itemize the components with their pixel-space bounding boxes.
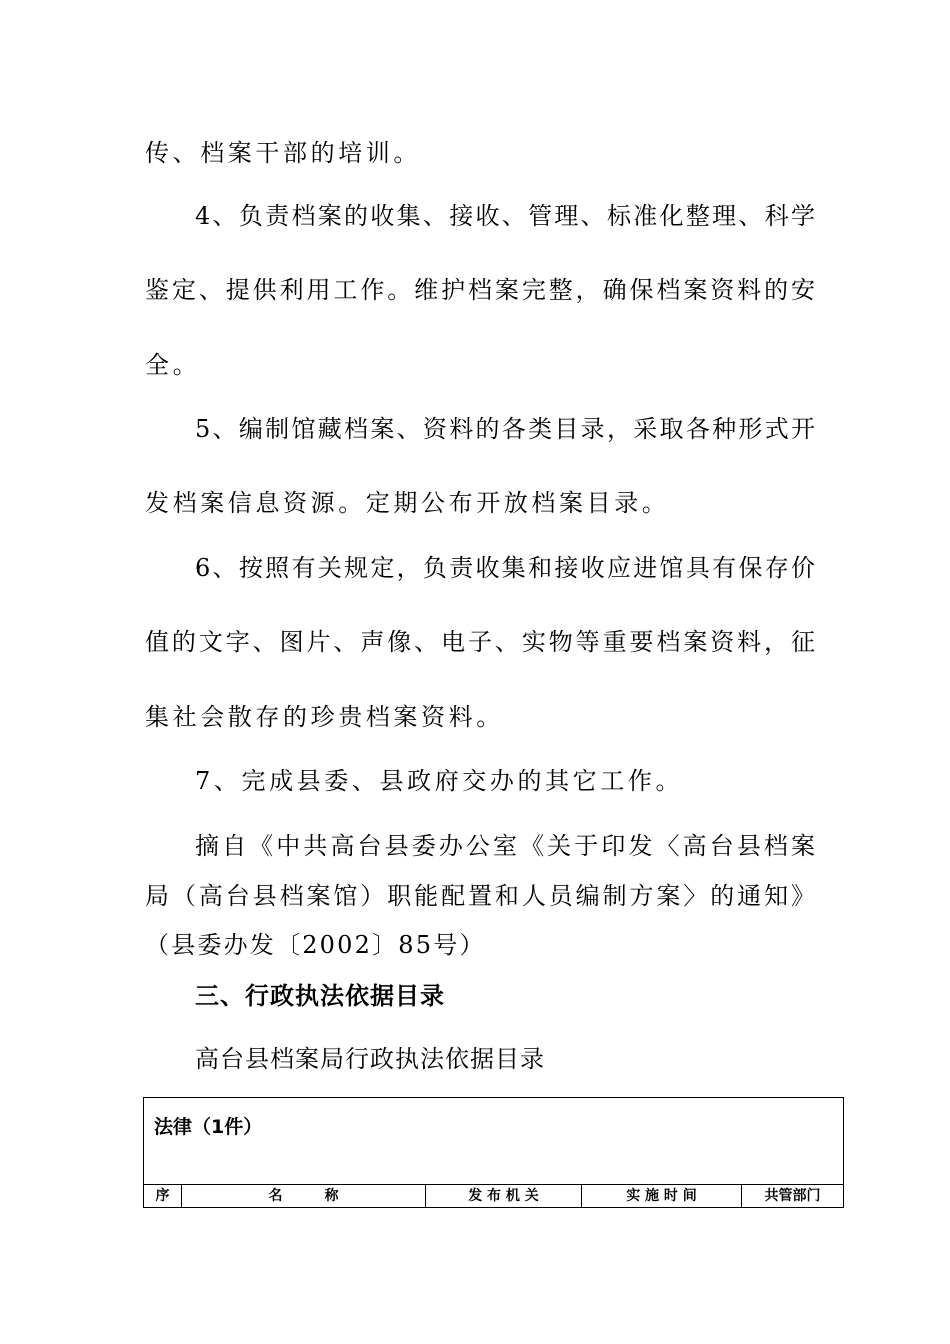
line-2: 4、负责档案的收集、接收、管理、标准化整理、科学	[195, 202, 815, 230]
col-index: 序	[144, 1185, 182, 1208]
line-9: 集社会散存的珍贵档案资料。	[145, 703, 504, 731]
citation-line-2: 局（高台县档案馆）职能配置和人员编制方案〉的通知》	[145, 882, 815, 910]
col-effective-date: 实 施 时 间	[582, 1185, 742, 1208]
line-3: 鉴定、提供利用工作。维护档案完整，确保档案资料的安	[145, 276, 815, 304]
line-5: 5、编制馆藏档案、资料的各类目录，采取各种形式开	[195, 415, 815, 443]
line-10: 7、完成县委、县政府交办的其它工作。	[195, 767, 684, 795]
table-header-row	[144, 1185, 844, 1208]
table-title: 高台县档案局行政执法依据目录	[195, 1045, 545, 1073]
section-heading: 三、行政执法依据目录	[195, 982, 445, 1010]
col-shared-dept: 共管部门	[742, 1185, 844, 1208]
col-name: 名 称	[182, 1185, 426, 1208]
law-table	[143, 1097, 844, 1208]
citation-line-1: 摘自《中共高台县委办公室《关于印发〈高台县档案	[195, 832, 815, 860]
line-7: 6、按照有关规定，负责收集和接收应进馆具有保存价	[195, 554, 815, 582]
line-8: 值的文字、图片、声像、电子、实物等重要档案资料，征	[145, 628, 815, 656]
table-category: 法律（1件）	[144, 1098, 844, 1185]
col-issuer: 发 布 机 关	[426, 1185, 582, 1208]
citation-line-3: （县委办发〔2002〕85号）	[145, 931, 486, 959]
line-1: 传、档案干部的培训。	[145, 139, 421, 167]
line-4: 全。	[145, 351, 201, 379]
line-6: 发档案信息资源。定期公布开放档案目录。	[145, 489, 670, 517]
